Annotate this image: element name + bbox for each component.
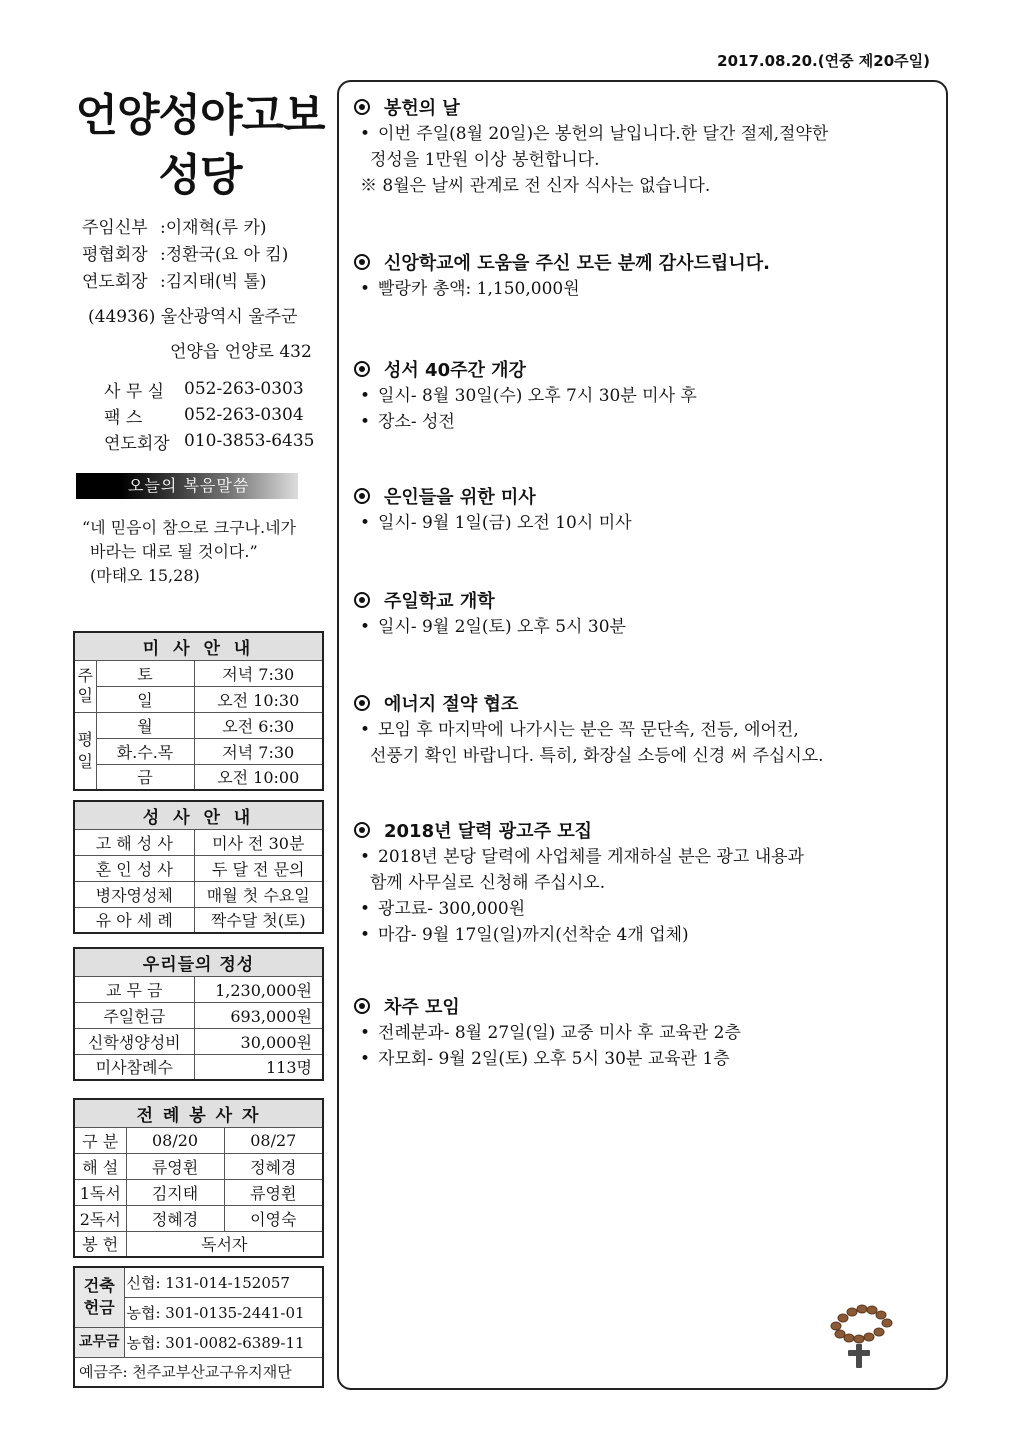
notice-line: • 광고료- 300,000원 xyxy=(354,896,934,922)
liturgy-servers-table xyxy=(73,1098,324,1258)
offering-value: 693,000원 xyxy=(194,1002,323,1028)
notice-title xyxy=(354,586,934,614)
notice-title xyxy=(354,248,934,276)
gospel-source: (마태오 15,28) xyxy=(90,566,200,585)
offering-name: 미사참례수 xyxy=(74,1054,194,1080)
notice-line: • 2018년 본당 달력에 사업체를 게재하실 분은 광고 내용과 xyxy=(354,844,934,870)
notice-title-text: 차주 모임 xyxy=(384,997,460,1018)
staff-name: :김지태(빅 톨) xyxy=(160,272,267,292)
server-name: 정혜경 xyxy=(224,1153,323,1179)
server-role: 2독서 xyxy=(74,1205,126,1231)
notice-line: • 일시- 9월 2일(토) 오후 5시 30분 xyxy=(354,614,934,640)
server-name: 이영숙 xyxy=(224,1205,323,1231)
notice-title-text: 2018년 달력 광고주 모집 xyxy=(384,821,593,842)
server-name: 독서자 xyxy=(126,1231,323,1257)
mass-schedule-table xyxy=(73,631,324,791)
notice-title-text: 신앙학교에 도움을 주신 모든 분께 감사드립니다. xyxy=(384,253,770,274)
weekday-label: 평일 xyxy=(74,712,96,790)
notice-line: • 빨랑카 총액: 1,150,000원 xyxy=(354,276,934,302)
gospel-header: 오늘의 복음말씀 xyxy=(76,473,298,499)
parish-name-line1: 언양성야고보 xyxy=(75,90,325,141)
contact-phone: 052-263-0304 xyxy=(184,405,304,425)
notice-offering-day xyxy=(354,93,934,199)
contact-row xyxy=(104,376,324,402)
staff-name: :정환국(요 아 킴) xyxy=(160,245,289,265)
bullet-target-icon xyxy=(354,822,370,838)
notice-line: • 전례분과- 8월 27일(일) 교중 미사 후 교육관 2층 xyxy=(354,1020,934,1046)
mass-time: 오전 6:30 xyxy=(194,712,323,738)
offering-table xyxy=(73,947,324,1081)
server-name: 류영휜 xyxy=(126,1153,224,1179)
sacrament-info: 매월 첫 수요일 xyxy=(194,881,323,907)
notice-line: 정성을 1만원 이상 봉헌합니다. xyxy=(370,150,600,170)
building-fund-label-line: 헌금 xyxy=(83,1298,115,1318)
staff-role: 평협회장 xyxy=(82,245,148,265)
mass-day: 토 xyxy=(96,660,194,686)
server-name: 김지태 xyxy=(126,1179,224,1205)
notice-line: • 일시- 9월 1일(금) 오전 10시 미사 xyxy=(354,510,934,536)
bullet-target-icon xyxy=(354,488,370,504)
notice-calendar-ads xyxy=(354,816,934,948)
sacrament-info: 미사 전 30분 xyxy=(194,829,323,855)
server-role: 해 설 xyxy=(74,1153,126,1179)
notice-line: • 마감- 9월 17일(일)까지(선착순 4개 업체) xyxy=(354,922,934,948)
staff-role: 주임신부 xyxy=(82,218,148,238)
gospel-text xyxy=(82,516,322,588)
mass-day: 금 xyxy=(96,764,194,790)
notice-title xyxy=(354,93,934,121)
sacrament-info: 두 달 전 문의 xyxy=(194,855,323,881)
notice-line: 선풍기 확인 바랍니다. 특히, 화장실 소등에 신경 써 주십시오. xyxy=(370,746,824,766)
due-fund-label: 교무금 xyxy=(74,1327,124,1357)
offering-value: 113명 xyxy=(194,1054,323,1080)
notice-benefactor-mass xyxy=(354,482,934,536)
mass-time: 저녁 7:30 xyxy=(194,738,323,764)
bank-account: 농협: 301-0135-2441-01 xyxy=(124,1297,323,1327)
staff-row xyxy=(82,212,322,239)
sacrament-table xyxy=(73,800,324,934)
contact-label: 사 무 실 xyxy=(104,381,165,402)
mass-time: 오전 10:30 xyxy=(194,686,323,712)
servers-head-date: 08/20 xyxy=(126,1127,224,1153)
offering-title: 우리들의 정성 xyxy=(74,948,323,976)
offering-name: 주일헌금 xyxy=(74,1002,194,1028)
staff-name: :이재혁(루 카) xyxy=(160,218,267,238)
bullet-target-icon xyxy=(354,254,370,270)
contact-label: 팩 스 xyxy=(104,407,143,428)
contact-phone: 010-3853-6435 xyxy=(184,431,315,451)
notice-thanks xyxy=(354,248,934,302)
mass-time: 저녁 7:30 xyxy=(194,660,323,686)
server-name: 류영휜 xyxy=(224,1179,323,1205)
server-name: 정혜경 xyxy=(126,1205,224,1231)
contact-label: 연도회장 xyxy=(104,433,170,454)
notice-title xyxy=(354,355,934,383)
mass-time: 오전 10:00 xyxy=(194,764,323,790)
gospel-line: “네 믿음이 참으로 크구나.네가 xyxy=(82,518,296,537)
building-fund-label-line: 건축 xyxy=(83,1276,115,1296)
contact-phone: 052-263-0303 xyxy=(184,379,304,399)
notice-title xyxy=(354,482,934,510)
notice-sunday-school xyxy=(354,586,934,640)
staff-list xyxy=(82,212,322,293)
bank-account: 농협: 301-0082-6389-11 xyxy=(124,1327,323,1357)
notice-line: 함께 사무실로 신청해 주십시오. xyxy=(370,873,606,893)
sacrament-info: 짝수달 첫(토) xyxy=(194,907,323,933)
notice-line: • 자모회- 9월 2일(토) 오후 5시 30분 교육관 1층 xyxy=(354,1046,934,1072)
sacrament-name: 혼 인 성 사 xyxy=(74,855,194,881)
account-holder: 예금주: 천주교부산교구유지재단 xyxy=(74,1357,323,1387)
server-role: 봉 헌 xyxy=(74,1231,126,1257)
gospel-line: 바라는 대로 될 것이다.” xyxy=(90,542,258,561)
offering-name: 신학생양성비 xyxy=(74,1028,194,1054)
parish-name xyxy=(70,86,330,206)
notice-title xyxy=(354,689,934,717)
notice-line: • 모임 후 마지막에 나가시는 분은 꼭 문단속, 전등, 에어컨, xyxy=(354,717,934,743)
notice-title xyxy=(354,992,934,1020)
staff-role: 연도회장 xyxy=(82,272,148,292)
notice-title-text: 봉헌의 날 xyxy=(384,98,460,119)
mass-day: 월 xyxy=(96,712,194,738)
notice-title-text: 은인들을 위한 미사 xyxy=(384,487,536,508)
notice-line: • 이번 주일(8월 20일)은 봉헌의 날입니다.한 달간 절제,절약한 xyxy=(354,121,934,147)
mass-day: 일 xyxy=(96,686,194,712)
sacrament-title: 성 사 안 내 xyxy=(74,801,323,829)
notice-title-text: 에너지 절약 협조 xyxy=(384,694,519,715)
bullet-target-icon xyxy=(354,361,370,377)
parish-address xyxy=(88,302,324,372)
address-line2: 언양읍 언양로 432 xyxy=(170,342,312,362)
address-line1: (44936) 울산광역시 울주군 xyxy=(88,307,298,327)
parish-name-line2: 성당 xyxy=(158,150,242,201)
notice-line: • 장소- 성전 xyxy=(354,409,934,435)
mass-day: 화.수.목 xyxy=(96,738,194,764)
contact-row xyxy=(104,402,324,428)
sunday-label: 주일 xyxy=(74,660,96,712)
rosary-icon xyxy=(828,1296,894,1372)
contact-list xyxy=(104,376,324,454)
notice-next-week-meetings xyxy=(354,992,934,1072)
notice-line: • 일시- 8월 30일(수) 오후 7시 30분 미사 후 xyxy=(354,383,934,409)
bullet-target-icon xyxy=(354,592,370,608)
bullet-target-icon xyxy=(354,998,370,1014)
notice-title-text: 성서 40주간 개강 xyxy=(384,360,526,381)
bullet-target-icon xyxy=(354,695,370,711)
sacrament-name: 유 아 세 례 xyxy=(74,907,194,933)
server-role: 1독서 xyxy=(74,1179,126,1205)
contact-row xyxy=(104,428,324,454)
notice-energy-saving xyxy=(354,689,934,769)
servers-head-date: 08/27 xyxy=(224,1127,323,1153)
staff-row xyxy=(82,266,322,293)
sacrament-name: 고 해 성 사 xyxy=(74,829,194,855)
offering-value: 1,230,000원 xyxy=(194,976,323,1002)
notice-title xyxy=(354,816,934,844)
offering-value: 30,000원 xyxy=(194,1028,323,1054)
bulletin-date: 2017.08.20.(연중 제20주일) xyxy=(717,52,930,70)
offering-name: 교 무 금 xyxy=(74,976,194,1002)
sacrament-name: 병자영성체 xyxy=(74,881,194,907)
building-fund-label xyxy=(74,1267,124,1327)
bank-account: 신협: 131-014-152057 xyxy=(124,1267,323,1297)
notice-bible-course xyxy=(354,355,934,435)
staff-row xyxy=(82,239,322,266)
servers-title: 전 례 봉 사 자 xyxy=(74,1099,323,1127)
notice-line: ※ 8월은 날씨 관계로 전 신자 식사는 없습니다. xyxy=(360,176,711,196)
servers-head-label: 구 분 xyxy=(74,1127,126,1153)
bullet-target-icon xyxy=(354,99,370,115)
notice-title-text: 주일학교 개학 xyxy=(384,591,495,612)
bank-account-table xyxy=(73,1266,324,1388)
mass-schedule-title: 미 사 안 내 xyxy=(74,632,323,660)
